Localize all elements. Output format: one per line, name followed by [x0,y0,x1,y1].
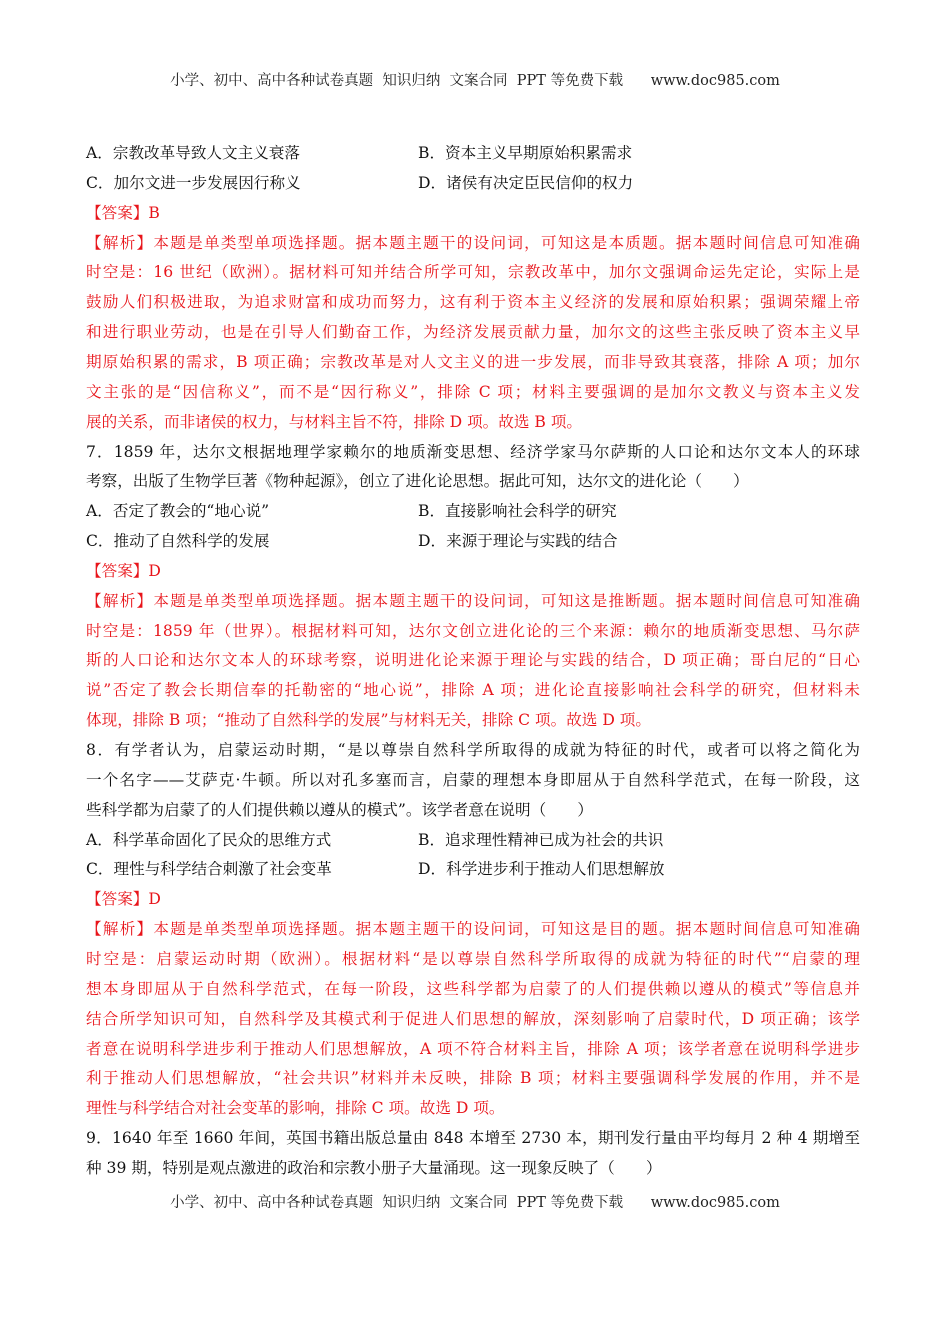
answer-text-line: 和进行职业劳动，也是在引导人们勤奋工作，为经济发展贡献力量，加尔文的这些主张反映了资本主义早 [86,323,860,342]
answer-text-line: 鼓励人们积极进取，为追求财富和成功而努力，这有利于资本主义经济的发展和原始积累；强调荣耀上帝 [86,293,860,312]
question-text-line: 9．1640 年至 1660 年间，英国书籍出版总量由 848 本增至 2730 本，期刊发行量由平均每月 2 种 4 期增至 [86,1129,860,1148]
answer-text-line: 【解析】本题是单类型单项选择题。据本题主题干的设问词，可知这是目的题。据本题时间信息可知准确 [86,920,860,939]
question-text-line: 8．有学者认为，启蒙运动时期，“是以尊崇自然科学所取得的成就为特征的时代，或者可以将之简化为 [86,741,860,759]
answer-text-line: 【答案】D [86,890,161,909]
option-b: D．科学进步利于推动人们思想解放 [418,860,665,879]
footer-url: www.doc985.com [650,1195,780,1211]
header-text: 小学、初中、高中各种试卷真题 知识归纳 文案合同 PPT 等免费下载 [170,73,624,89]
page-footer [0,1191,950,1212]
header-url: www.doc985.com [650,73,780,89]
option-a: C．加尔文进一步发展因行称义 [86,173,301,192]
option-b: B．直接影响社会科学的研究 [418,502,617,521]
option-a: A．宗教改革导致人文主义衰落 [86,144,300,162]
answer-text-line: 利于推动人们思想解放，“社会共识”材料并未反映，排除 B 项；材料主要强调科学发展的作用，并不是 [86,1069,860,1088]
footer-text: 小学、初中、高中各种试卷真题 知识归纳 文案合同 PPT 等免费下载 [170,1195,624,1211]
answer-text-line: 想本身即屈从于自然科学范式，在每一阶段，这些科学都为启蒙了的人们提供赖以遵从的模式”等信息并 [86,979,860,998]
answer-text-line: 时空是：16 世纪（欧洲）。据材料可知并结合所学可知，宗教改革中，加尔文强调命运先定论，实际上是 [86,263,860,282]
question-text-line: 些科学都为启蒙了的人们提供赖以遵从的模式”。该学者意在说明（ ） [86,800,593,819]
answer-text-line: 【解析】本题是单类型单项选择题。据本题主题干的设问词，可知这是本质题。据本题时间信息可知准确 [86,233,860,252]
option-b: D．诸侯有决定臣民信仰的权力 [418,173,634,192]
question-text-line: 种 39 期，特别是观点激进的政治和宗教小册子大量涌现。这一现象反映了（ ） [86,1158,662,1177]
answer-text-line: 斯的人口论和达尔文本人的环球考察，说明进化论来源于理论与实践的结合，D 项正确；哥白尼的“日心 [86,651,860,670]
option-a: C．理性与科学结合刺激了社会变革 [86,860,332,879]
option-b: B．追求理性精神已成为社会的共识 [418,830,664,849]
question-text-line: 7．1859 年，达尔文根据地理学家赖尔的地质渐变思想、经济学家马尔萨斯的人口论和达尔文本人的环球 [86,442,860,461]
option-a: A．科学革命固化了民众的思维方式 [86,830,332,849]
option-b: B．资本主义早期原始积累需求 [418,144,633,162]
answer-text-line: 者意在说明科学进步利于推动人们思想解放，A 项不符合材料主旨，排除 A 项；该学者意在说明科学进步 [86,1039,860,1058]
answer-text-line: 结合所学知识可知，自然科学及其模式利于促进人们思想的解放，深刻影响了启蒙时代，D 项正确；该学 [86,1009,860,1028]
answer-text-line: 理性与科学结合对社会变革的影响，排除 C 项。故选 D 项。 [86,1099,505,1118]
option-a: A．否定了教会的“地心说” [86,502,270,521]
option-b: D．来源于理论与实践的结合 [418,532,618,551]
page-header [0,69,950,90]
answer-text-line: 期原始积累的需求，B 项正确；宗教改革是对人文主义的进一步发展，而非导致其衰落，排除 A 项；加尔 [86,352,860,371]
answer-text-line: 时空是：1859 年（世界）。根据材料可知，达尔文创立进化论的三个来源：赖尔的地质渐变思想、马尔萨 [86,621,860,640]
answer-text-line: 展的关系，而非诸侯的权力，与材料主旨不符，排除 D 项。故选 B 项。 [86,412,583,431]
answer-text-line: 体现，排除 B 项；“推动了自然科学的发展”与材料无关，排除 C 项。故选 D 项。 [86,711,651,730]
answer-text-line: 【答案】B [86,203,160,222]
question-text-line: 考察，出版了生物学巨著《物种起源》，创立了进化论思想。据此可知，达尔文的进化论（ ） [86,472,749,491]
answer-text-line: 说”否定了教会长期信奉的托勒密的“地心说”，排除 A 项；进化论直接影响社会科学的研究，但材料未 [86,681,860,700]
answer-text-line: 【解析】本题是单类型单项选择题。据本题主题干的设问词，可知这是推断题。据本题时间信息可知准确 [86,591,860,610]
answer-text-line: 时空是：启蒙运动时期（欧洲）。根据材料“是以尊崇自然科学所取得的成就为特征的时代”“启蒙的理 [86,949,860,968]
answer-text-line: 【答案】D [86,561,161,580]
question-text-line: 一个名字——艾萨克·牛顿。所以对孔多塞而言，启蒙的理想本身即屈从于自然科学范式，在每一阶段，这 [86,770,860,789]
option-a: C．推动了自然科学的发展 [86,532,270,551]
answer-text-line: 文主张的是“因信称义”，而不是“因行称义”，排除 C 项；材料主要强调的是加尔文教义与资本主义发 [86,382,860,401]
